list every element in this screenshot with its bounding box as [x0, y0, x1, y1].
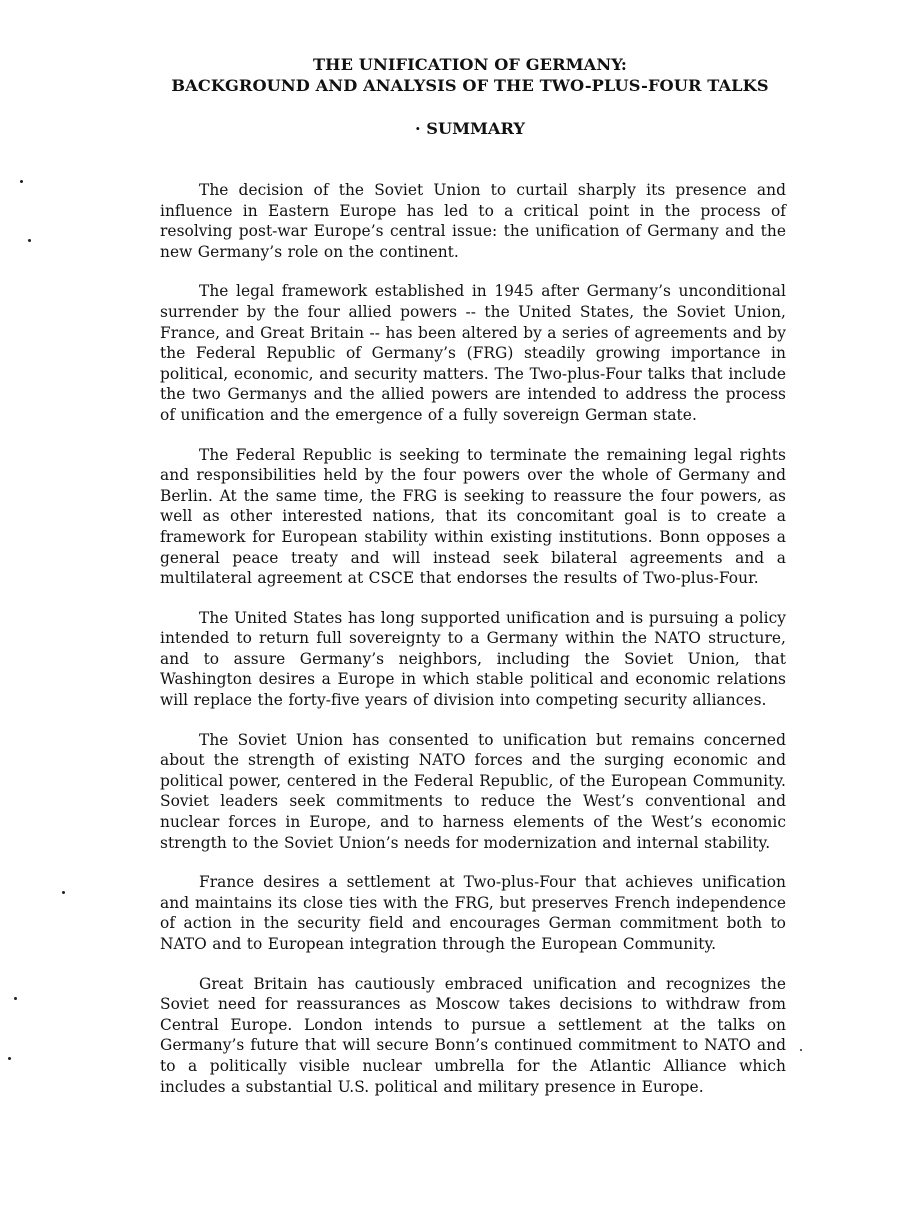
scan-speck [800, 1049, 802, 1051]
document-title-line-2: BACKGROUND AND ANALYSIS OF THE TWO-PLUS-FOUR TALKS [171, 76, 769, 95]
scan-speck [28, 239, 31, 242]
paragraph-federal-republic: The Federal Republic is seeking to terminate the remaining legal rights and responsibilities held by the four powers over the whole of Germany and Berlin. At the same time, the FRG is seeking to reassure the four powers, as well as other interested nations, that its concomitant goal is to create a framework for European stability within existing institutions. Bonn opposes a general peace treaty and will instead seek bilateral agreements and a multilateral agreement at CSCE that endorses the results of Two-plus-Four. [160, 445, 786, 588]
summary-body [160, 180, 786, 1116]
document-title-line-1: THE UNIFICATION OF GERMANY: [313, 55, 627, 74]
paragraph-legal-framework: The legal framework established in 1945 after Germany’s unconditional surrender by the four allied powers -- the United States, the Soviet Union, France, and Great Britain -- has been altered by a series of agreements and by the Federal Republic of Germany’s (FRG) steadily growing importance in political, economic, and security matters. The Two-plus-Four talks that include the two Germanys and the allied powers are intended to address the process of unification and the emergence of a fully sovereign German state. [160, 282, 786, 424]
summary-heading: · SUMMARY [415, 119, 525, 138]
paragraph-soviet-union: The Soviet Union has consented to unification but remains concerned about the strength of existing NATO forces and the surging economic and political power, centered in the Federal Republic, of the European Community. Soviet leaders seek commitments to reduce the West’s conventional and nuclear forces in Europe, and to harness elements of the West’s economic strength to the Soviet Union’s needs for modernization and internal stability. [160, 730, 786, 852]
scan-speck [20, 180, 23, 183]
scan-speck [62, 891, 65, 894]
scan-speck [14, 997, 17, 1000]
paragraph-soviet-decision: The decision of the Soviet Union to curtail sharply its presence and influence in Eastern Europe has led to a critical point in the process of resolving post-war Europe’s central issue: the unification of Germany and the new Germany’s role on the continent. [160, 181, 786, 261]
paragraph-france: France desires a settlement at Two-plus-Four that achieves unification and maintains its close ties with the FRG, but preserves French independence of action in the security field and encourages German commitment both to NATO and to European integration through the European Community. [160, 873, 786, 953]
scan-speck [8, 1057, 11, 1060]
paragraph-great-britain: Great Britain has cautiously embraced unification and recognizes the Soviet need for reassurances as Moscow takes decisions to withdraw from Central Europe. London intends to pursue a settlement at the talks on Germany’s future that will secure Bonn’s continued commitment to NATO and to a politically visible nuclear umbrella for the Atlantic Alliance which includes a substantial U.S. political and military presence in Europe. [160, 974, 786, 1096]
paragraph-united-states: The United States has long supported unification and is pursuing a policy intended to return full sovereignty to a Germany within the NATO structure, and to assure Germany’s neighbors, including the Soviet Union, that Washington desires a Europe in which stable political and economic relations will replace the forty-five years of division into competing security alliances. [160, 608, 786, 710]
